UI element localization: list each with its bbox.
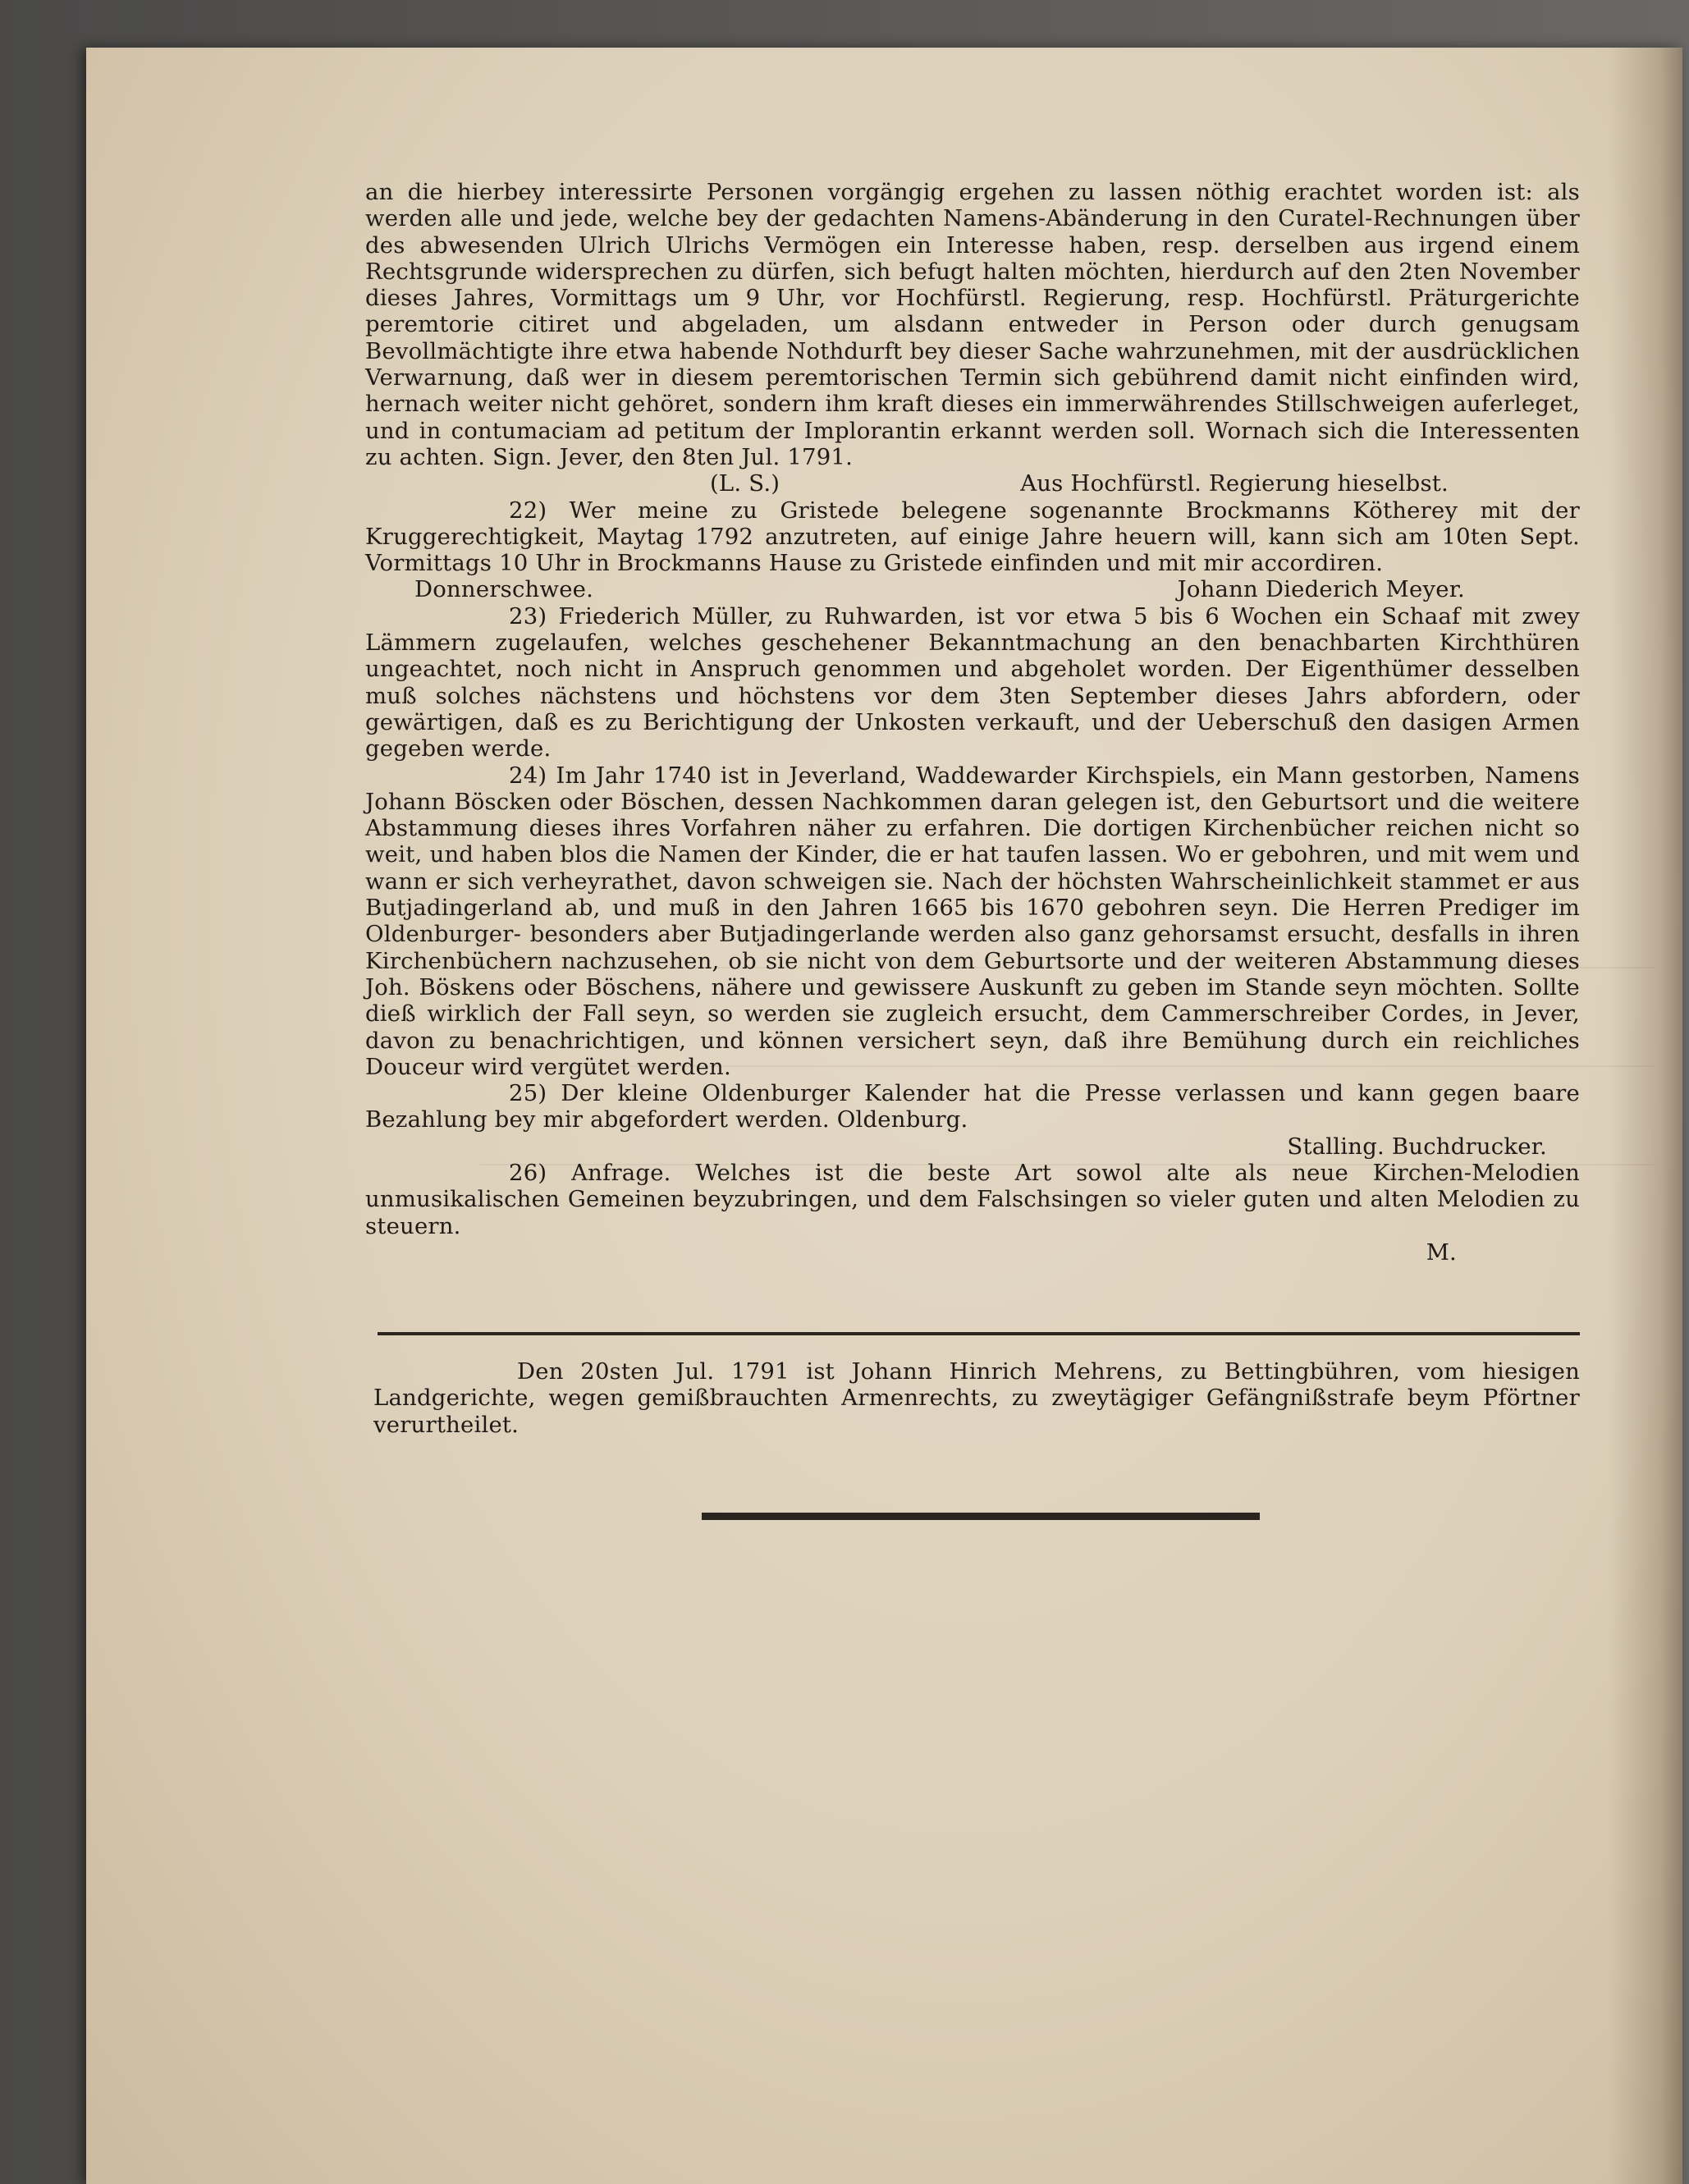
notice-24-text: 24) Im Jahr 1740 ist in Jeverland, Waddewarder Kirchspiels, ein Mann gestorben, Namens Johann Böscken oder Böschen, dessen Nachkommen daran gelegen ist, den Geburtsort und die weitere Abstammung dieses ihres Vorfahren näher zu erfahren. Die dortigen Kirchenbücher reichen nicht so weit, und haben blos die Namen der Kinder, die er hat taufen lassen. Wo er gebohren, und mit wem und wann er sich verheyrathet, davon schweigen sie. Nach der höchsten Wahrscheinlichkeit stammet er aus Butjadingerland ab, und muß in den Jahren 1665 bis 1670 gebohren seyn. Die Herren Prediger im Oldenburger- besonders aber Butjadingerlande werden also ganz gehorsamst ersucht, desfalls in ihren Kirchenbüchern nachzusehen, ob sie nicht von dem Geburtsorte und der weiteren Abstammung dieses Joh. Böskens oder Böschens, nähere und gewissere Auskunft zu geben im Stande seyn möchten. Sollte dieß wirklich der Fall seyn, so werden sie zugleich ersucht, dem Cammerschreiber Cordes, in Jever, davon zu benachrichtigen, und können versichert seyn, daß ihre Bemühung durch ein reichliches Douceur wird vergütet werden. (365, 762, 1580, 1080)
notice-continuation-signature (365, 470, 1580, 497)
notice-25-signature: Stalling. Buchdrucker. (1287, 1133, 1547, 1160)
notice-22-text: 22) Wer meine zu Gristede belegene sogenannte Brockmanns Kötherey mit der Kruggerechtigkeit, Maytag 1792 anzutreten, auf einige Jahre heuern will, kann sich am 10ten Sept. Vormittags 10 Uhr in Brockmanns Hause zu Gristede einfinden und mit mir accordiren. (365, 497, 1580, 577)
section-divider-rule (378, 1332, 1580, 1335)
signer-name: Johann Diederich Meyer. (1177, 576, 1465, 603)
notice-continuation-text: an die hierbey interessirte Personen vorgängig ergehen zu lassen nöthig erachtet worden ist: als werden alle und jede, welche bey der gedachten Namens-Abänderung in den Curatel-Rechnungen über des abwesenden Ulrich Ulrichs Vermögen ein Interesse haben, resp. derselben aus irgend einem Rechtsgrunde widersprechen zu dürfen, sich befugt halten möchten, hierdurch auf den 2ten November dieses Jahres, Vormittags um 9 Uhr, vor Hochfürstl. Regierung, resp. Hochfürstl. Präturgerichte peremtorie citiret und abgeladen, um alsdann entweder in Person oder durch genugsam Bevollmächtigte ihre etwa habende Nothdurft bey dieser Sache wahrzunehmen, mit der ausdrücklichen Verwarnung, daß wer in diesem peremtorischen Termin sich gebührend damit nicht einfinden wird, hernach weiter nicht gehöret, sondern ihm kraft dieses ein immerwährendes Stillschweigen auferleget, und in contumaciam ad petitum der Implorantin erkannt werden soll. Wornach sich die Interessenten zu achten. Sign. Jever, den 8ten Jul. 1791. (365, 179, 1580, 470)
closing-rule (702, 1513, 1260, 1520)
notice-25-block (365, 1080, 1580, 1133)
place-name: Donnerschwee. (414, 576, 594, 603)
notice-23-text: 23) Friederich Müller, zu Ruhwarden, ist vor etwa 5 bis 6 Wochen ein Schaaf mit zwey Lämmern zugelaufen, welches geschehener Bekanntmachung an den benachbarten Kirchthüren ungeachtet, noch nicht in Anspruch genommen und abgeholet worden. Der Eigenthümer desselben muß solches nächstens und höchstens vor dem 3ten September dieses Jahrs abfordern, oder gewärtigen, daß es zu Berichtigung der Unkosten verkauft, und der Ueberschuß den dasigen Armen gegeben werde. (365, 602, 1580, 762)
seal-mark: (L. S.) (710, 470, 780, 497)
notice-25-text: 25) Der kleine Oldenburger Kalender hat die Presse verlassen und kann gegen baare Bezahlung bey mir abgefordert werden. Oldenburg. (365, 1080, 1580, 1133)
notice-26-signature: M. (1426, 1239, 1457, 1266)
notice-22-signature (365, 576, 1580, 602)
authority-signature: Aus Hochfürstl. Regierung hieselbst. (1020, 470, 1449, 497)
notice-26-text: 26) Anfrage. Welches ist die beste Art sowol alte als neue Kirchen-Melodien unmusikalischen Gemeinen beyzubringen, und dem Falschsingen so vieler guten und alten Melodien zu steuern. (365, 1159, 1580, 1239)
main-text-block (365, 179, 1580, 1266)
court-notice-text: Den 20sten Jul. 1791 ist Johann Hinrich Mehrens, zu Bettingbühren, vom hiesigen Landgerichte, wegen gemißbrauchten Armenrechts, zu zweytägiger Gefängnißstrafe beym Pförtner verurtheilet. (373, 1358, 1580, 1438)
